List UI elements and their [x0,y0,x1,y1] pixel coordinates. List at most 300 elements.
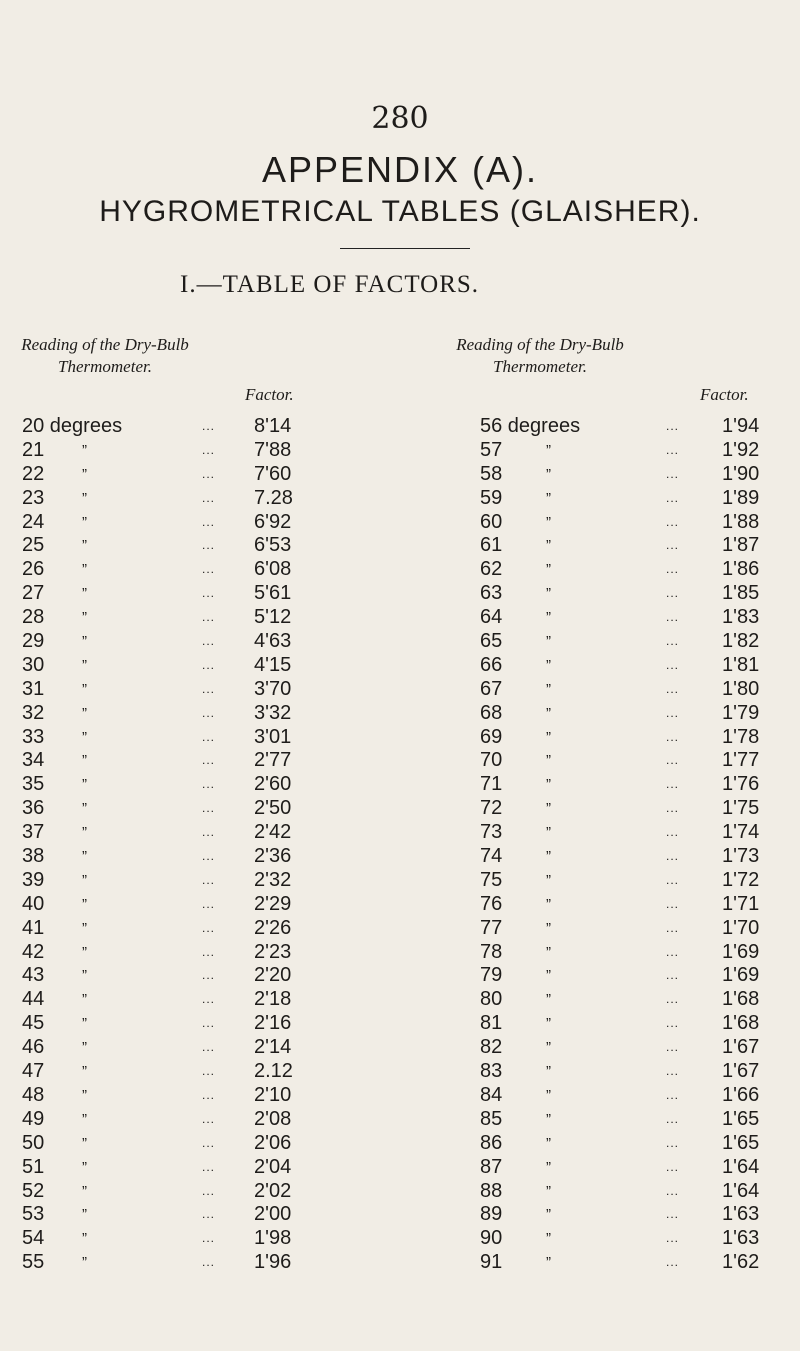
reading-value: 72 [480,797,503,820]
table-row [22,630,332,654]
reading-value: 58 [480,462,503,485]
ditto-mark: ” [82,824,87,842]
dot-leader: ... [202,777,216,792]
reading-value: 74 [480,845,503,868]
factor-value: 1'72 [722,868,760,891]
factor-value: 1'63 [722,1227,760,1250]
factor-value: 6'92 [254,510,292,533]
dot-leader: ... [202,681,216,696]
reading-value: 45 [22,1012,45,1035]
dot-leader: ... [202,968,216,983]
table-row [22,1132,332,1156]
ditto-mark: ” [546,489,551,507]
dot-leader: ... [666,586,680,601]
table-row [480,845,780,869]
factor-value: 1'62 [722,1251,760,1274]
factor-value: 7'88 [254,438,292,461]
reading-value: 43 [22,964,45,987]
ditto-mark: ” [546,871,551,889]
table-row [22,773,332,797]
reading-value: 62 [480,558,503,581]
factor-value: 2'50 [254,797,292,820]
table-row [22,487,332,511]
reading-value: 66 [480,653,503,676]
table-row [22,1251,332,1275]
reading-value: 63 [480,582,503,605]
reading-value: 89 [480,1203,503,1226]
factor-value: 1'89 [722,486,760,509]
ditto-mark: ” [82,1206,87,1224]
ditto-mark: ” [82,704,87,722]
ditto-mark: ” [546,1110,551,1128]
factor-value: 1'81 [722,653,760,676]
dot-leader: ... [666,705,680,720]
dot-leader: ... [666,849,680,864]
reading-value: 65 [480,630,503,653]
reading-value: 35 [22,773,45,796]
reading-value: 28 [22,606,45,629]
right-factor-header: Factor. [700,385,749,404]
factor-value: 1'73 [722,845,760,868]
factor-value: 1'65 [722,1131,760,1154]
left-factor-header: Factor. [245,385,294,404]
ditto-mark: ” [546,1182,551,1200]
factor-value: 2'26 [254,916,292,939]
table-row [22,558,332,582]
dot-leader: ... [666,466,680,481]
dot-leader: ... [666,634,680,649]
ditto-mark: ” [546,656,551,674]
ditto-mark: ” [546,585,551,603]
table-row [480,534,780,558]
reading-value: 91 [480,1251,503,1274]
table-row [22,893,332,917]
table-row [22,988,332,1012]
factor-value: 1'92 [722,438,760,461]
factor-value: 1'69 [722,964,760,987]
factor-value: 2'08 [254,1107,292,1130]
reading-value: 25 [22,534,45,557]
factor-value: 2'20 [254,964,292,987]
right-reading-header: Reading of the Dry-Bulb Thermometer. [456,335,624,376]
dot-leader: ... [202,657,216,672]
table-row [480,606,780,630]
dot-leader: ... [202,896,216,911]
ditto-mark: ” [546,561,551,579]
reading-value: 86 [480,1131,503,1154]
dot-leader: ... [666,419,680,433]
factor-value: 1'98 [254,1227,292,1250]
reading-value: 88 [480,1179,503,1202]
ditto-mark: ” [82,1110,87,1128]
ditto-mark: ” [82,848,87,866]
reading-value: 31 [22,677,45,700]
dot-leader: ... [666,1016,680,1031]
title-divider [340,248,470,249]
dot-leader: ... [666,1135,680,1150]
ditto-mark: ” [546,895,551,913]
table-row [22,726,332,750]
table-row [22,917,332,941]
table-row [480,439,780,463]
ditto-mark: ” [82,1015,87,1033]
dot-leader: ... [202,825,216,840]
table-row [480,630,780,654]
reading-value: 54 [22,1227,45,1250]
dot-leader: ... [202,1207,216,1222]
dot-leader: ... [666,944,680,959]
factor-value: 2'02 [254,1179,292,1202]
table-row [480,1156,780,1180]
factor-value: 5'12 [254,606,292,629]
reading-value: 87 [480,1155,503,1178]
dot-leader: ... [202,538,216,553]
reading-value: 50 [22,1131,45,1154]
factor-value: 1'88 [722,510,760,533]
dot-leader: ... [202,419,216,433]
table-row [22,869,332,893]
reading-value: 79 [480,964,503,987]
table-row [22,582,332,606]
ditto-mark: ” [546,465,551,483]
factor-value: 2'00 [254,1203,292,1226]
ditto-mark: ” [82,967,87,985]
reading-value: 34 [22,749,45,772]
ditto-mark: ” [546,1086,551,1104]
reading-value: 55 [22,1251,45,1274]
table-row [22,749,332,773]
table-row [480,1060,780,1084]
table-row [480,869,780,893]
ditto-mark: ” [82,656,87,674]
table-row [480,511,780,535]
dot-leader: ... [666,1255,680,1270]
table-row [22,1227,332,1251]
reading-value: 84 [480,1083,503,1106]
reading-value: 39 [22,868,45,891]
table-row [22,1084,332,1108]
reading-value: 44 [22,988,45,1011]
factor-value: 1'79 [722,701,760,724]
page-number: 280 [371,101,429,136]
dot-leader: ... [202,729,216,744]
factor-value: 1'65 [722,1107,760,1130]
table-row [480,463,780,487]
table-row [22,678,332,702]
dot-leader: ... [666,562,680,577]
dot-leader: ... [666,514,680,529]
reading-value: 90 [480,1227,503,1250]
factor-value: 2'06 [254,1131,292,1154]
dot-leader: ... [666,729,680,744]
reading-value: 27 [22,582,45,605]
ditto-mark: ” [82,943,87,961]
dot-leader: ... [666,1111,680,1126]
table-row [22,1036,332,1060]
ditto-mark: ” [82,441,87,459]
reading-value: 59 [480,486,503,509]
dot-leader: ... [202,634,216,649]
factor-value: 4'63 [254,630,292,653]
ditto-mark: ” [546,919,551,937]
dot-leader: ... [666,992,680,1007]
reading-value: 71 [480,773,503,796]
ditto-mark: ” [546,1039,551,1057]
dot-leader: ... [666,896,680,911]
ditto-mark: ” [546,1134,551,1152]
ditto-mark: ” [82,633,87,651]
factor-value: 2'14 [254,1036,292,1059]
reading-value: 56 degrees [480,415,581,437]
reading-value: 33 [22,725,45,748]
reading-value: 61 [480,534,503,557]
dot-leader: ... [666,1183,680,1198]
ditto-mark: ” [546,728,551,746]
dot-leader: ... [666,490,680,505]
table-row [480,821,780,845]
ditto-mark: ” [546,633,551,651]
ditto-mark: ” [82,1230,87,1248]
dot-leader: ... [666,777,680,792]
reading-value: 52 [22,1179,45,1202]
table-row [22,964,332,988]
factor-value: 1'82 [722,630,760,653]
reading-value: 20 degrees [22,415,123,437]
dot-leader: ... [666,1040,680,1055]
ditto-mark: ” [82,585,87,603]
table-row [480,558,780,582]
table-row [480,678,780,702]
ditto-mark: ” [82,728,87,746]
factor-value: 1'63 [722,1203,760,1226]
factor-value: 1'75 [722,797,760,820]
factor-value: 1'80 [722,677,760,700]
reading-value: 68 [480,701,503,724]
table-row [22,534,332,558]
reading-value: 67 [480,677,503,700]
table-row [480,893,780,917]
reading-value: 69 [480,725,503,748]
reading-value: 77 [480,916,503,939]
table-row [480,1251,780,1275]
reading-value: 40 [22,892,45,915]
reading-value: 73 [480,821,503,844]
factor-value: 8'14 [254,415,292,437]
reading-value: 75 [480,868,503,891]
reading-value: 47 [22,1060,45,1083]
table-row [480,1036,780,1060]
factor-value: 1'64 [722,1179,760,1202]
factor-value: 3'32 [254,701,292,724]
ditto-mark: ” [82,1254,87,1272]
ditto-mark: ” [82,1134,87,1152]
factor-value: 2'10 [254,1083,292,1106]
factor-value: 1'94 [722,415,760,437]
table-row [480,941,780,965]
table-row [480,654,780,678]
reading-value: 60 [480,510,503,533]
ditto-mark: ” [82,1039,87,1057]
dot-leader: ... [666,753,680,768]
reading-value: 37 [22,821,45,844]
dot-leader: ... [202,1016,216,1031]
factor-value: 3'01 [254,725,292,748]
factor-value: 1'87 [722,534,760,557]
dot-leader: ... [666,1231,680,1246]
table-row [480,1227,780,1251]
ditto-mark: ” [82,1063,87,1081]
appendix-title: APPENDIX (A). [261,149,539,190]
dot-leader: ... [202,514,216,529]
table-row [480,726,780,750]
factor-value: 6'08 [254,558,292,581]
table-row [480,1108,780,1132]
ditto-mark: ” [546,704,551,722]
factor-value: 1'86 [722,558,760,581]
dot-leader: ... [666,825,680,840]
ditto-mark: ” [546,752,551,770]
factor-value: 5'61 [254,582,292,605]
factor-value: 1'90 [722,462,760,485]
dot-leader: ... [666,1087,680,1102]
table-row [480,749,780,773]
factor-value: 6'53 [254,534,292,557]
factor-value: 1'64 [722,1155,760,1178]
ditto-mark: ” [546,776,551,794]
table-row [22,654,332,678]
reading-value: 85 [480,1107,503,1130]
ditto-mark: ” [82,752,87,770]
factor-value: 2'42 [254,821,292,844]
ditto-mark: ” [546,441,551,459]
ditto-mark: ” [546,1254,551,1272]
ditto-mark: ” [546,967,551,985]
factor-value: 1'76 [722,773,760,796]
factor-value: 1'83 [722,606,760,629]
reading-value: 53 [22,1203,45,1226]
factor-value: 4'15 [254,653,292,676]
table-row [480,1203,780,1227]
reading-value: 78 [480,940,503,963]
dot-leader: ... [666,610,680,625]
table-row [22,606,332,630]
right-column [480,415,780,1275]
ditto-mark: ” [546,943,551,961]
factor-value: 1'96 [254,1251,292,1274]
dot-leader: ... [202,1135,216,1150]
table-row [480,1132,780,1156]
factor-value: 7'60 [254,462,292,485]
reading-value: 57 [480,438,503,461]
ditto-mark: ” [82,1086,87,1104]
reading-value: 22 [22,462,45,485]
ditto-mark: ” [546,848,551,866]
ditto-mark: ” [546,1230,551,1248]
ditto-mark: ” [546,1206,551,1224]
dot-leader: ... [202,1087,216,1102]
dot-leader: ... [202,753,216,768]
reading-value: 64 [480,606,503,629]
dot-leader: ... [202,992,216,1007]
dot-leader: ... [202,562,216,577]
factor-value: 2'23 [254,940,292,963]
dot-leader: ... [202,1255,216,1270]
table-row [22,1012,332,1036]
ditto-mark: ” [82,680,87,698]
reading-value: 51 [22,1155,45,1178]
factor-value: 1'74 [722,821,760,844]
reading-value: 49 [22,1107,45,1130]
factor-value: 2'60 [254,773,292,796]
factor-value: 2'04 [254,1155,292,1178]
table-row [480,582,780,606]
factor-value: 1'85 [722,582,760,605]
dot-leader: ... [666,968,680,983]
table-row [22,1156,332,1180]
dot-leader: ... [202,849,216,864]
table-row [480,1180,780,1204]
dot-leader: ... [202,586,216,601]
ditto-mark: ” [82,871,87,889]
factor-value: 3'70 [254,677,292,700]
dot-leader: ... [202,490,216,505]
reading-value: 83 [480,1060,503,1083]
factor-value: 1'69 [722,940,760,963]
table-row [22,941,332,965]
ditto-mark: ” [546,680,551,698]
tables-title: HYGROMETRICAL TABLES (GLAISHER). [99,195,701,228]
factor-value: 1'78 [722,725,760,748]
dot-leader: ... [202,466,216,481]
table-row [480,797,780,821]
ditto-mark: ” [82,895,87,913]
reading-value: 36 [22,797,45,820]
table-row [22,1060,332,1084]
dot-leader: ... [202,872,216,887]
reading-value: 46 [22,1036,45,1059]
reading-value: 80 [480,988,503,1011]
table-title: I.—TABLE OF FACTORS. [180,271,480,298]
dot-leader: ... [202,920,216,935]
reading-value: 76 [480,892,503,915]
ditto-mark: ” [546,991,551,1009]
reading-value: 26 [22,558,45,581]
left-column [22,415,332,1275]
ditto-mark: ” [82,1182,87,1200]
factor-value: 1'66 [722,1083,760,1106]
factor-value: 1'68 [722,1012,760,1035]
factor-value: 1'71 [722,892,760,915]
reading-value: 81 [480,1012,503,1035]
ditto-mark: ” [546,537,551,555]
table-row [22,1108,332,1132]
reading-value: 82 [480,1036,503,1059]
table-row [22,1180,332,1204]
dot-leader: ... [666,538,680,553]
dot-leader: ... [666,442,680,457]
dot-leader: ... [202,442,216,457]
table-row [480,702,780,726]
factor-value: 1'77 [722,749,760,772]
factor-value: 2'32 [254,868,292,891]
dot-leader: ... [666,657,680,672]
factor-value: 2'29 [254,892,292,915]
ditto-mark: ” [82,609,87,627]
factor-value: 7.28 [254,486,293,509]
reading-value: 24 [22,510,45,533]
dot-leader: ... [666,681,680,696]
factor-value: 1'67 [722,1060,760,1083]
